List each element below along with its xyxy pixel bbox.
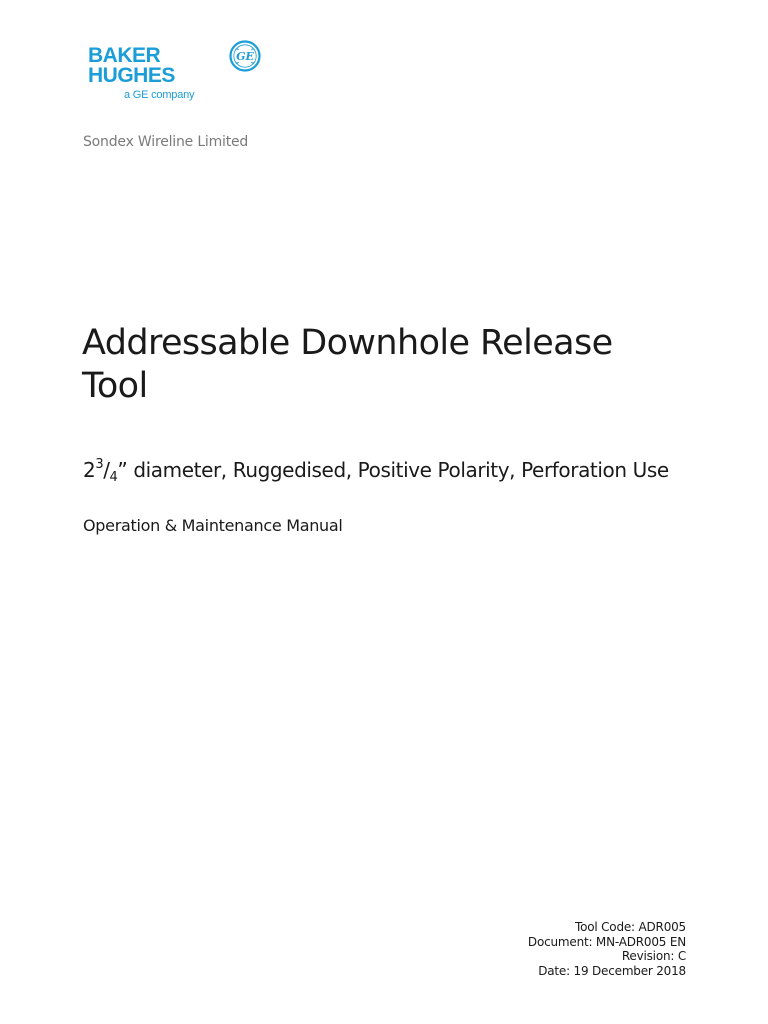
diameter-whole: 2 [83,458,96,482]
diameter-numerator: 3 [95,457,104,472]
revision: Revision: C [621,949,686,963]
company-name: Sondex Wireline Limited [83,134,249,150]
baker-hughes-logo [86,40,266,108]
logo-line-ge-company: a GE company [124,89,195,101]
document-subtitle: $2^3/_4$” diameter, Ruggedised, Positive Polarity, Perforation Use [83,457,669,485]
logo-line-baker: BAKER [88,44,161,67]
tool-code: Tool Code: ADR005 [575,920,686,934]
diameter-denominator: 4 [109,470,118,485]
document-metadata [528,920,686,978]
logo-line-hughes: HUGHES [88,64,175,87]
document-number: Document: MN-ADR005 EN [527,934,686,949]
ge-monogram-icon [229,40,261,72]
manual-type: Operation & Maintenance Manual [83,516,343,535]
ge-monogram-text: GE [236,50,254,64]
subtitle-rest: ” diameter, Ruggedised, Positive Polarity, Perforation Use [117,458,669,482]
document-title: Addressable Downhole Release Tool [82,323,613,406]
document-date: Date: 19 December 2018 [538,963,686,978]
